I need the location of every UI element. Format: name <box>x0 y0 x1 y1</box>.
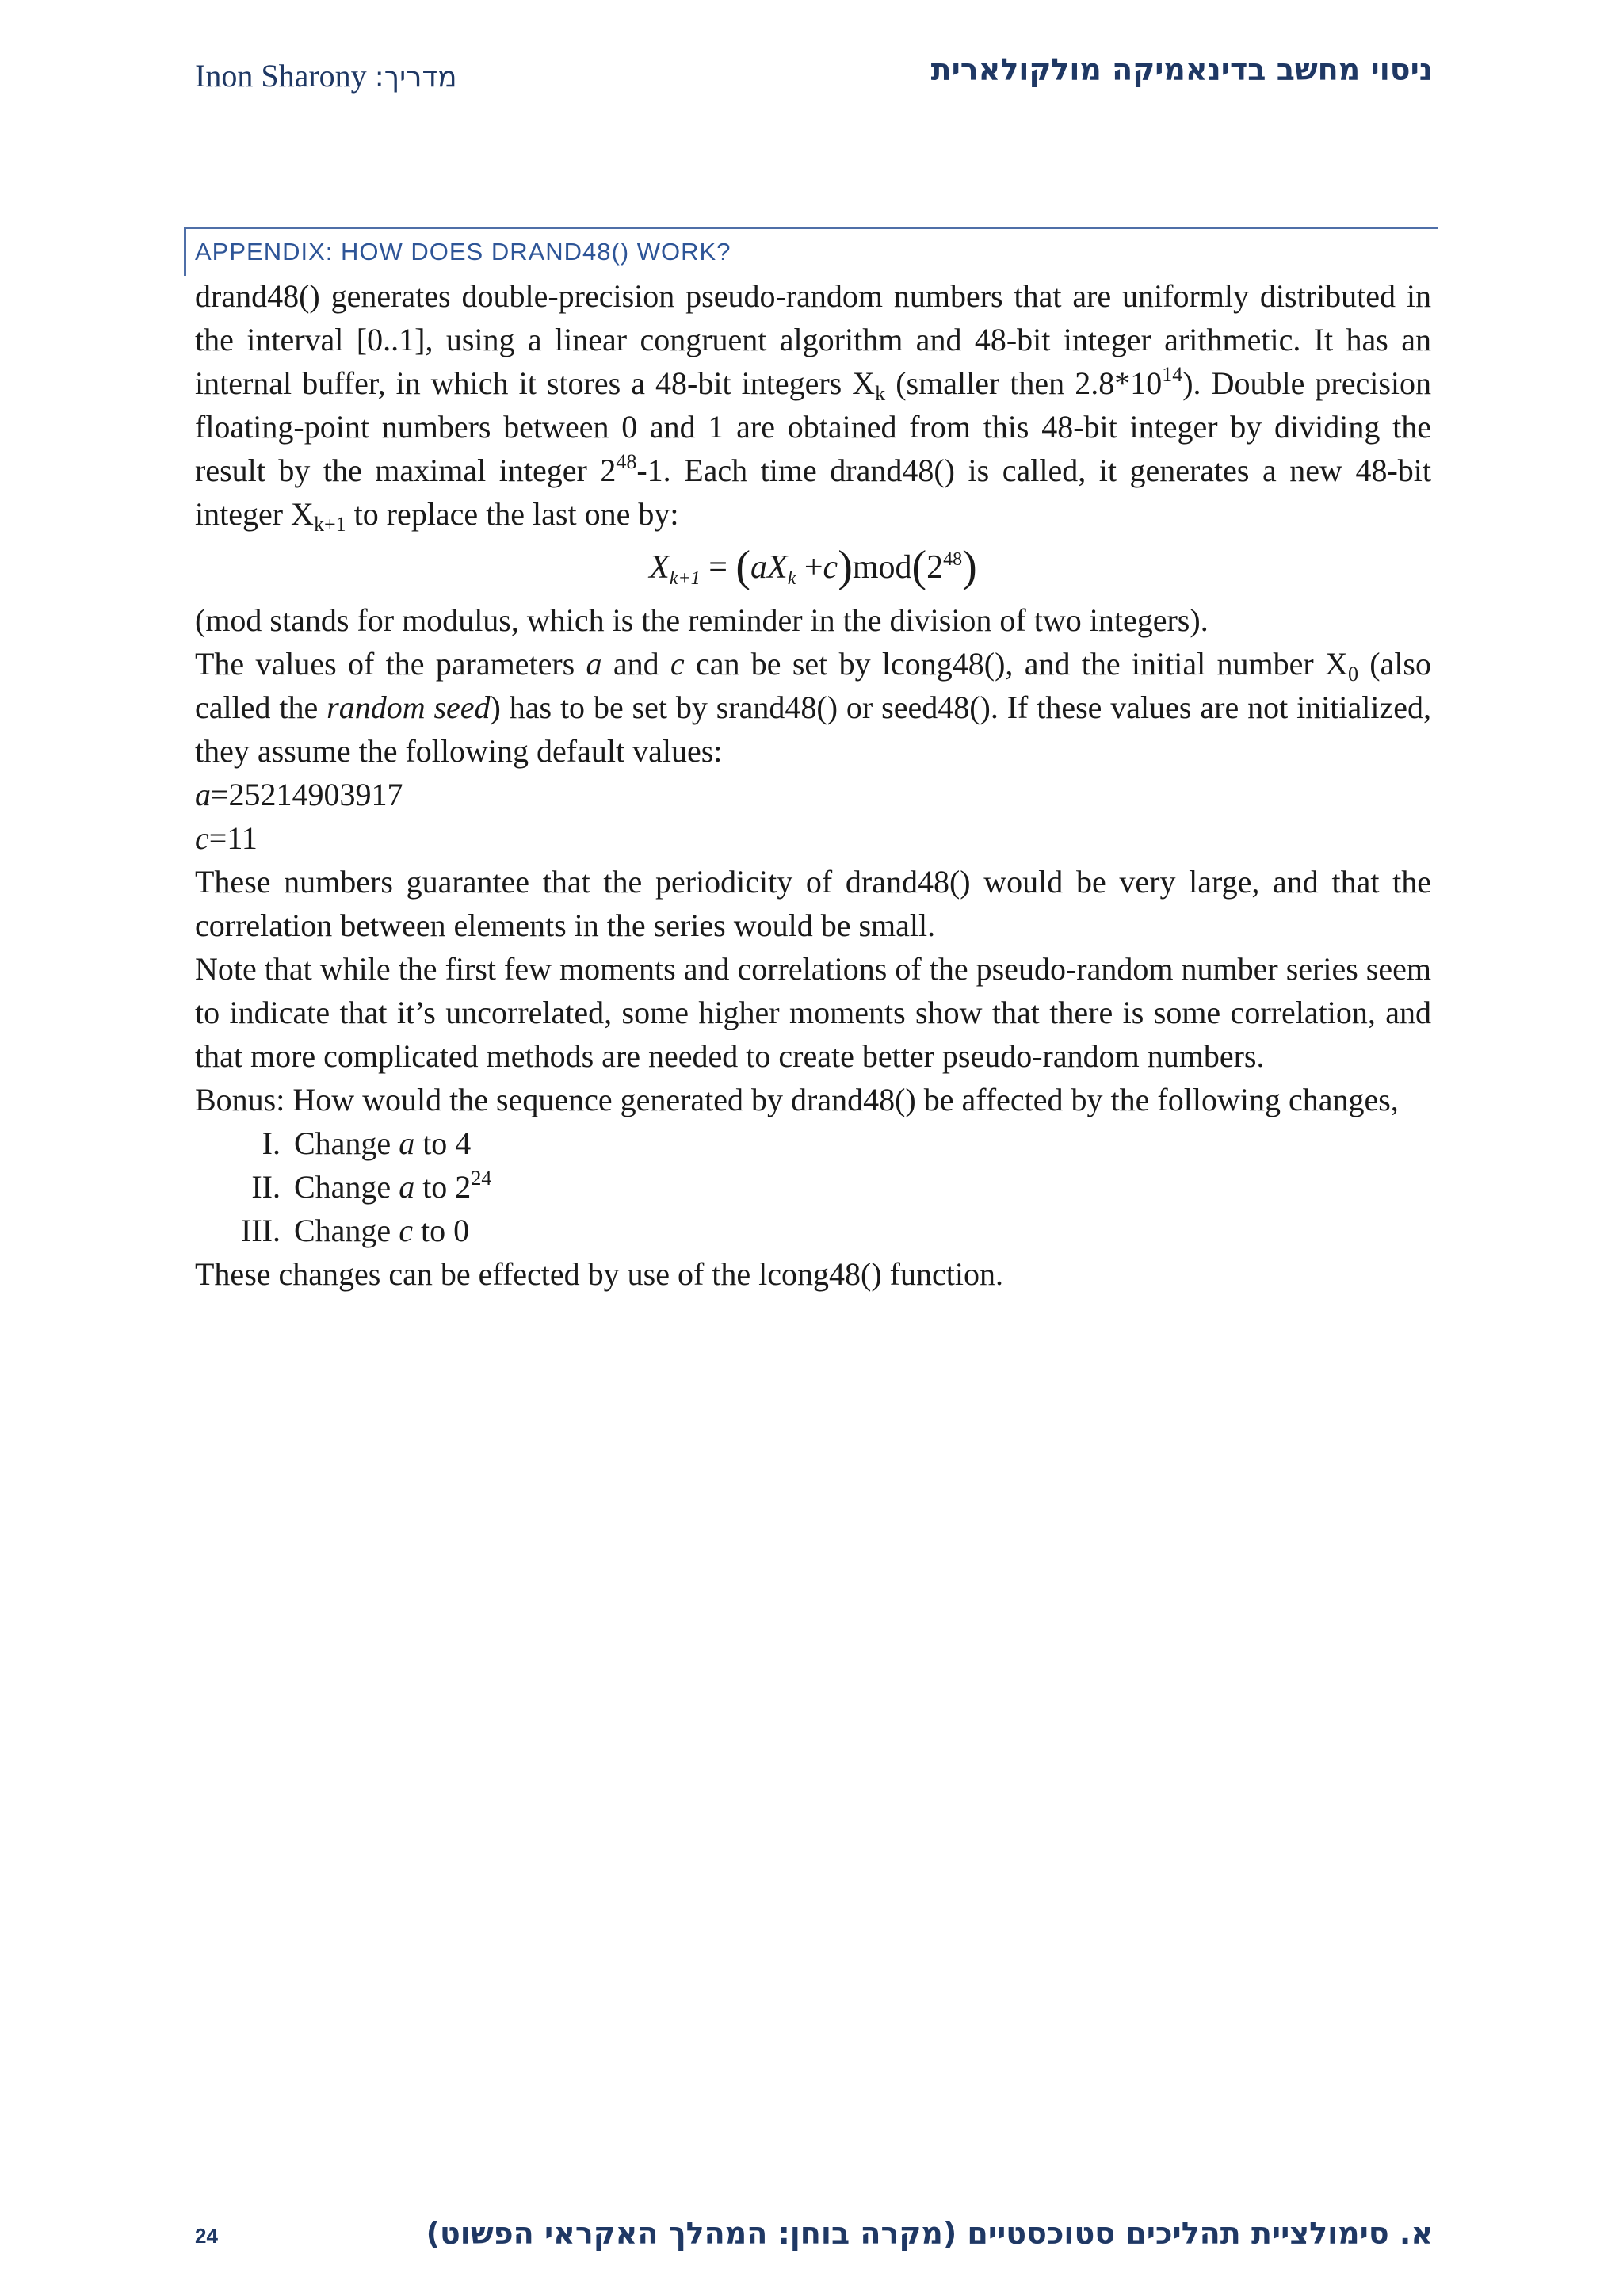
eq-symbol: X <box>767 549 788 586</box>
document-body <box>195 274 1431 1296</box>
subscript: k+1 <box>313 513 346 536</box>
eq-symbol: X <box>649 549 670 586</box>
header-author-label: :מדריך <box>374 61 457 94</box>
superscript: 14 <box>1162 363 1183 386</box>
text-run: ) has to be set by srand48() or seed48(). If these values are not initialized, they assume the following default values: <box>195 690 1432 769</box>
superscript: 24 <box>471 1167 492 1190</box>
variable: a <box>399 1125 415 1161</box>
text-run: -1. Each time drand48() is called, it generates a new 48-bit integer X <box>195 453 1432 532</box>
eq-paren-open: ( <box>911 542 927 591</box>
list-number: I. <box>262 1125 281 1161</box>
default-c <box>195 816 1431 860</box>
variable: c <box>670 646 685 682</box>
text-run: to 2 <box>414 1169 472 1205</box>
list-item <box>195 1165 1431 1209</box>
eq-symbol: a <box>750 549 768 586</box>
paragraph-intro <box>195 274 1431 536</box>
eq-subscript: k <box>787 568 796 589</box>
list-number: II. <box>251 1169 281 1205</box>
text-run: to replace the last one by: <box>346 496 679 532</box>
paragraph-periodicity: These numbers guarantee that the periodicity of drand48() would be very large, and that the correlation between elements in the series would be small. <box>195 864 1431 943</box>
list-item <box>195 1209 1431 1252</box>
eq-number: 2 <box>926 549 944 586</box>
text-run: can be set by lcong48(), and the initial number X <box>684 646 1348 682</box>
paragraph-correlation: Note that while the first few moments and correlations of the pseudo-random number series seem to indicate that it’s uncorrelated, some higher moments show that there is some correlation, and that more complicated methods are needed to create better pseudo-random numbers. <box>195 951 1431 1074</box>
variable: a <box>399 1169 415 1205</box>
text-run: Change <box>294 1125 399 1161</box>
eq-paren-close: ) <box>962 542 977 591</box>
value: =25214903917 <box>211 777 403 812</box>
text-run: to 4 <box>414 1125 472 1161</box>
text-run: Change <box>294 1213 399 1248</box>
paragraph-closing: These changes can be effected by use of the lcong48() function. <box>195 1256 1003 1292</box>
header-author <box>195 57 457 94</box>
subscript: k <box>875 382 886 405</box>
default-a <box>195 773 1431 816</box>
page-number: 24 <box>195 2224 218 2248</box>
text-run: ). Double precision floating-point numbers between 0 and 1 are obtained from this 48-bit integer by dividing the result by the maximal integer 2 <box>195 365 1432 488</box>
subscript: 0 <box>1347 663 1358 686</box>
footer-chapter-title: א. סימולציית תהליכים סטוכסטיים (מקרה בוחן: המהלך האקראי הפשוט) <box>426 2216 1433 2251</box>
value: =11 <box>208 820 258 856</box>
eq-superscript: 48 <box>943 549 963 570</box>
eq-operator: + <box>804 549 823 586</box>
eq-subscript: k+1 <box>669 568 701 589</box>
header-course-title: ניסוי מחשב בדינאמיקה מולקולארית <box>930 52 1433 87</box>
eq-paren-open: ( <box>735 542 751 591</box>
section-title: APPENDIX: HOW DOES DRAND48() WORK? <box>195 238 731 266</box>
superscript: 48 <box>616 450 637 473</box>
text-run: and <box>601 646 670 682</box>
variable: c <box>195 820 209 856</box>
eq-symbol: c <box>823 549 838 586</box>
text-run: The values of the parameters <box>195 646 586 682</box>
list-number: III. <box>241 1213 281 1248</box>
section-divider-tick <box>184 227 186 276</box>
paragraph-mod-note: (mod stands for modulus, which is the reminder in the division of two integers). <box>195 602 1209 638</box>
paragraph-parameters <box>195 642 1431 773</box>
variable: a <box>586 646 602 682</box>
eq-paren-close: ) <box>838 542 853 591</box>
equation-lcg <box>195 536 1431 598</box>
paragraph-bonus: Bonus: How would the sequence generated by drand48() be affected by the following changes, <box>195 1082 1399 1117</box>
text-run: Change <box>294 1169 399 1205</box>
eq-operator: = <box>708 549 727 586</box>
section-divider <box>184 227 1438 229</box>
eq-operator: mod <box>852 549 912 586</box>
header-author-name: Inon Sharony <box>195 58 367 94</box>
text-run: (also called the <box>195 646 1431 725</box>
variable: c <box>399 1213 413 1248</box>
text-run: drand48() generates double-precision pseudo-random numbers that are uniformly distributed in the interval [0..1], using a linear congruent algorithm and 48-bit integer arithmetic. It has an internal buffer, in which it stores a 48-bit integers X <box>195 278 1431 401</box>
text-run: to 0 <box>412 1213 470 1248</box>
changes-list <box>195 1121 1431 1252</box>
text-run: (smaller then 2.8*10 <box>885 365 1163 401</box>
emphasis: random seed <box>327 690 491 725</box>
variable: a <box>195 777 211 812</box>
list-item <box>195 1121 1431 1165</box>
